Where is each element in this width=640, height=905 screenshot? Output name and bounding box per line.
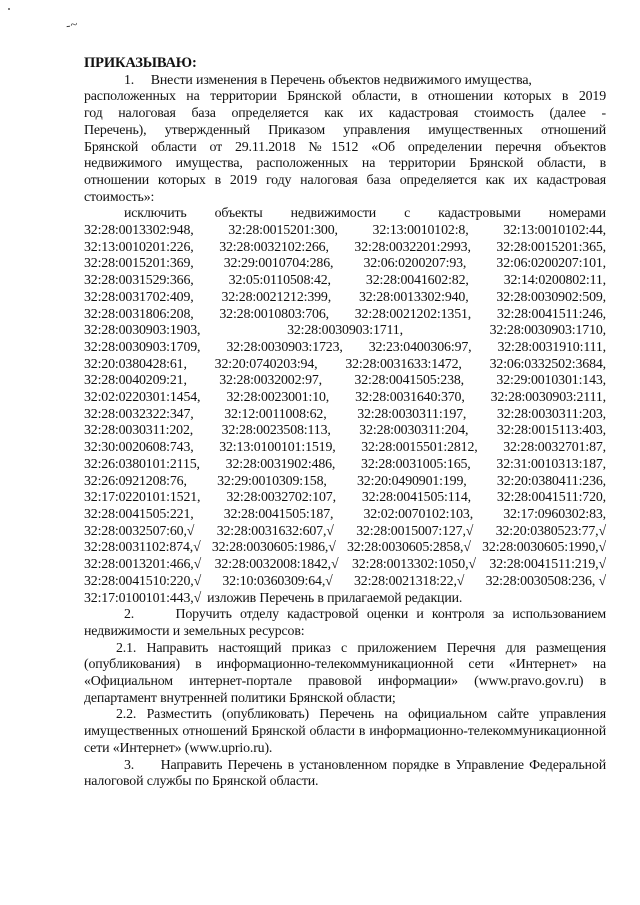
cadastral-number: 32:28:0030311:203, (496, 406, 606, 422)
cadastral-number: 32:28:0015501:2812, (361, 440, 478, 456)
paragraph-2: 2. Поручить отделу кадастровой оценки и контроля за использованием недвижимости и земельных ресурсов: (84, 607, 606, 639)
p1-line: недвижимого имущества, расположенных на территории Брянской области, в (84, 156, 606, 172)
cadastral-number: 32:28:0021202:1351, (354, 306, 472, 322)
paragraph-3: 3. Направить Перечень в установленном порядке в Управление Федеральной налоговой службы по Брянской области. (84, 757, 606, 790)
cadastral-number: 32:20:0380428:61, (84, 356, 187, 372)
cadastral-number: 32:20:0380411:236, (496, 473, 606, 489)
cadastral-number: 32:28:0030508:236, √ (485, 573, 606, 589)
cadastral-number: 32:28:0032702:107, (226, 490, 336, 506)
cadastral-number: 32:28:0031806:208, (84, 306, 194, 322)
cadastral-number: 32:05:0110508:42, (228, 273, 331, 289)
cadastral-number: 32:28:0015201:300, (228, 223, 338, 239)
cadastral-number: 32:28:0030311:202, (84, 423, 194, 439)
cadastral-number: 32:28:0031632:607,√ (216, 523, 334, 539)
cadastral-row (84, 524, 606, 541)
cadastral-number: 32:12:0011008:62, (224, 406, 327, 422)
cadastral-row (84, 340, 606, 357)
cadastral-number: 32:13:0010201:226, (84, 239, 194, 255)
cadastral-number: 32:29:0010704:286, (223, 256, 334, 272)
cadastral-number: 32:28:0031633:1472, (345, 356, 462, 372)
cadastral-row (84, 290, 606, 307)
cadastral-number: 32:28:0030311:204, (359, 423, 469, 439)
cadastral-number: 32:28:0040209:21, (84, 373, 187, 389)
cadastral-number: 32:28:0021212:399, (221, 289, 332, 305)
cadastral-number: 32:28:0031702:409, (84, 289, 194, 305)
cadastral-number: 32:20:0380523:77,√ (495, 523, 606, 539)
cadastral-row (84, 223, 606, 240)
cadastral-number: 32:30:0020608:743, (84, 440, 194, 456)
cadastral-number: 32:28:0013302:1050,√ (352, 557, 476, 573)
cadastral-number: 32:28:0015201:369, (84, 256, 194, 272)
cadastral-number: 32:06:0200207:93, (363, 256, 467, 272)
cadastral-row (84, 574, 606, 591)
cadastral-number: 32:28:0041511:246, (496, 306, 606, 322)
cadastral-number: 32:28:0015113:403, (496, 423, 606, 439)
cadastral-number: 32:28:0013201:466,√ (84, 557, 202, 573)
cadastral-number: 32:28:0041510:220,√ (84, 573, 202, 589)
cadastral-number: 32:28:0013302:940, (358, 289, 469, 305)
paragraph-2-2: 2.2. Разместить (опубликовать) Перечень на официальном сайте управления имущественных отношений Брянской области в информационно-телекоммуникационной сети «Интернет» (www.uprio.ru). (84, 707, 606, 756)
cadastral-row (84, 557, 606, 574)
scan-dot (8, 8, 10, 10)
cadastral-row (84, 323, 606, 340)
cadastral-number: 32:28:0041602:82, (365, 273, 469, 289)
cadastral-number: 32:06:0332502:3684, (489, 356, 606, 372)
cadastral-row (84, 440, 606, 457)
paragraph-2-1: 2.1. Направить настоящий приказ с приложением Перечня для размещения (опубликования) в информационно-телекоммуникационной сети «Интернет» на «Официальном интернет-портале правовой информации» (www.pravo.gov.ru) в департамент внутренней политики Брянской области; (84, 640, 606, 706)
cadastral-number: 32:28:0041505:221, (84, 506, 194, 522)
cadastral-tail-text: изложив Перечень в прилагаемой редакции. (207, 590, 463, 606)
p1-line: год налоговая база определяется как их кадастровая стоимость (далее - (84, 106, 606, 122)
p1-line: стоимость»: (84, 189, 155, 205)
cadastral-number: 32:28:0030605:1986,√ (211, 540, 336, 556)
cadastral-number: 32:28:0010803:706, (219, 306, 329, 322)
cadastral-number: 32:28:0030903:1710, (489, 323, 606, 339)
cadastral-number: 32:29:0010309:158, (217, 473, 327, 489)
cadastral-row (84, 357, 606, 374)
cadastral-number: 32:29:0010301:143, (496, 373, 606, 389)
cadastral-number: 32:26:0380101:2115, (84, 456, 200, 472)
order-text (84, 55, 606, 791)
cadastral-number: 32:28:0023001:10, (226, 390, 330, 406)
cadastral-number: 32:13:0100101:1519, (219, 440, 336, 456)
cadastral-number: 32:02:0220301:1454, (84, 390, 201, 406)
cadastral-number: 32:28:0015201:365, (496, 239, 606, 255)
cadastral-number: 32:28:0030311:197, (357, 406, 467, 422)
p1-line: расположенных на территории Брянской области, в отношении которых в 2019 (84, 89, 606, 105)
cadastral-row (84, 273, 606, 290)
cadastral-number: 32:20:0740203:94, (214, 356, 318, 372)
cadastral-list (84, 206, 606, 607)
cadastral-number: 32:06:0200207:101, (496, 256, 606, 272)
cadastral-row (84, 390, 606, 407)
cadastral-number: 32:28:0030903:1711, (287, 323, 403, 339)
cadastral-row (84, 457, 606, 474)
cadastral-row (84, 407, 606, 424)
cadastral-number: 32:17:0100101:443,√ (84, 590, 202, 606)
p1-line: Перечень), утвержденный Приказом управления имущественных отношений (84, 122, 606, 138)
cadastral-number: 32:28:0023508:113, (221, 423, 331, 439)
cadastral-number: 32:28:0031005:165, (361, 456, 471, 472)
cadastral-number: 32:28:0032201:2993, (354, 239, 471, 255)
cadastral-row (84, 507, 606, 524)
cadastral-number: 32:28:0015007:127,√ (356, 523, 474, 539)
cadastral-number: 32:28:0030903:1723, (226, 339, 343, 355)
cadastral-number: 32:28:0041505:238, (354, 373, 464, 389)
p1-line: отношении которых в 2019 году налоговая база определяется как их кадастровая (84, 172, 606, 188)
cadastral-number: 32:28:0041505:114, (361, 490, 471, 506)
cadastral-number: 32:26:0921208:76, (84, 473, 187, 489)
cadastral-row (84, 373, 606, 390)
cadastral-row (84, 307, 606, 324)
cadastral-row (84, 474, 606, 491)
cadastral-row (84, 540, 606, 557)
cadastral-number: 32:28:0030605:2858,√ (346, 540, 471, 556)
p1-line: Брянской области от 29.11.2018 №1512 «Об определении перечня объектов (84, 139, 606, 155)
cadastral-row (84, 240, 606, 257)
cadastral-number: 32:20:0490901:199, (357, 473, 467, 489)
cadastral-number: 32:13:0010102:44, (503, 223, 606, 239)
cadastral-number: 32:28:0031102:874,√ (84, 540, 201, 556)
cadastral-number: 32:17:0220101:1521, (84, 490, 201, 506)
cadastral-number: 32:14:0200802:11, (503, 273, 606, 289)
cadastral-number: 32:17:0960302:83, (503, 506, 606, 522)
paragraph-1 (84, 73, 606, 207)
cadastral-intro-line: исключить объекты недвижимости с кадастровыми номерами (124, 206, 606, 222)
cadastral-number: 32:13:0010102:8, (372, 223, 469, 239)
cadastral-number: 32:28:0032322:347, (84, 406, 194, 422)
cadastral-number: 32:28:0032701:87, (503, 440, 606, 456)
cadastral-number: 32:28:0030903:1903, (84, 323, 201, 339)
cadastral-row (84, 256, 606, 273)
cadastral-number: 32:28:0032008:1842,√ (214, 557, 339, 573)
p1-line: 1. Внести изменения в Перечень объектов недвижимого имущества, (124, 72, 532, 88)
handwritten-mark: -~ (65, 16, 79, 33)
cadastral-number: 32:28:0041511:720, (496, 490, 606, 506)
cadastral-number: 32:28:0030605:1990,√ (482, 540, 606, 556)
cadastral-number: 32:28:0013302:948, (84, 223, 194, 239)
cadastral-number: 32:28:0031902:486, (225, 456, 336, 472)
cadastral-number: 32:28:0021318:22,√ (353, 573, 465, 589)
cadastral-number: 32:28:0041505:187, (223, 506, 334, 522)
cadastral-number: 32:28:0032002:97, (219, 373, 322, 389)
cadastral-number: 32:28:0041511:219,√ (489, 557, 606, 573)
cadastral-number: 32:28:0030903:1709, (84, 339, 201, 355)
order-heading: ПРИКАЗЫВАЮ: (84, 55, 197, 71)
cadastral-number: 32:28:0032507:60,√ (84, 523, 195, 539)
cadastral-number: 32:02:0070102:103, (363, 506, 474, 522)
cadastral-number: 32:10:0360309:64,√ (222, 573, 333, 589)
cadastral-number: 32:28:0031910:111, (497, 339, 606, 355)
cadastral-number: 32:23:0400306:97, (368, 339, 472, 355)
cadastral-number: 32:31:0010313:187, (496, 456, 606, 472)
cadastral-number: 32:28:0032102:266, (219, 239, 329, 255)
cadastral-number: 32:28:0031529:366, (84, 273, 194, 289)
cadastral-row (84, 490, 606, 507)
cadastral-number: 32:28:0030902:509, (496, 289, 606, 305)
cadastral-last-line (84, 591, 606, 608)
cadastral-row (84, 423, 606, 440)
cadastral-number: 32:28:0030903:2111, (490, 390, 606, 406)
cadastral-number: 32:28:0031640:370, (355, 390, 465, 406)
